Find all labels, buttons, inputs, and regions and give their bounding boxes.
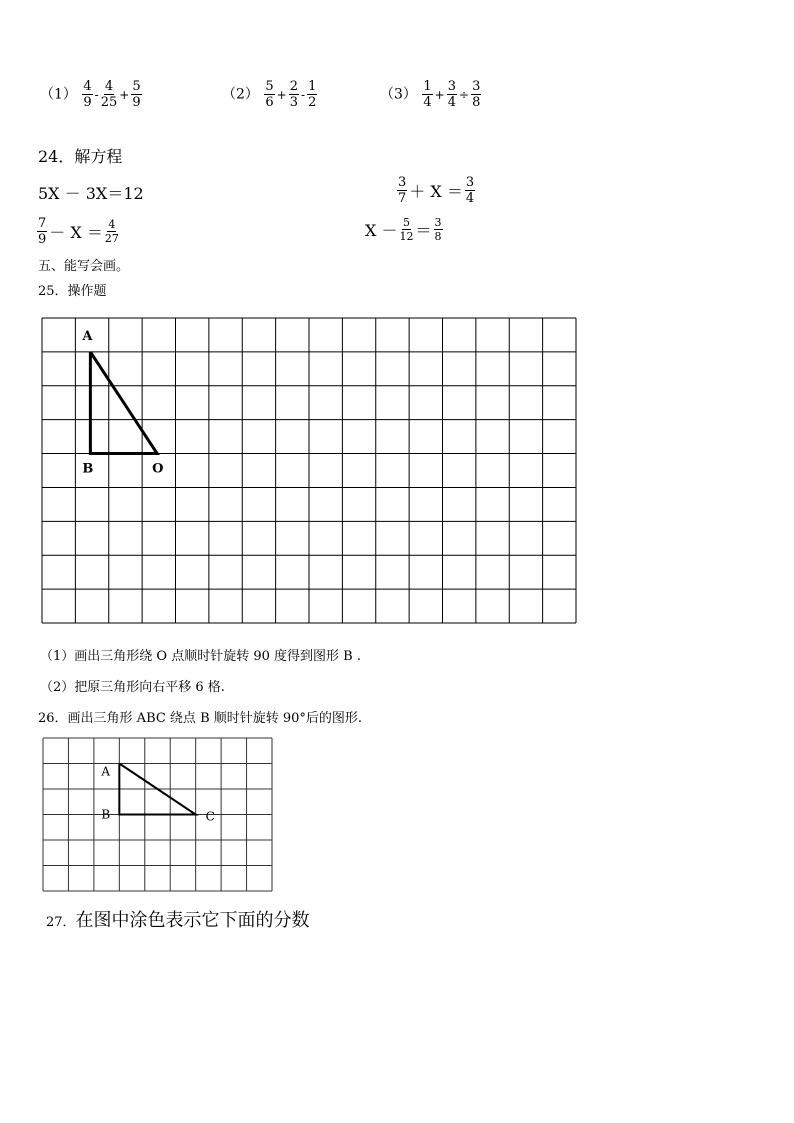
operator: + [276, 87, 287, 102]
operator: + [434, 87, 445, 102]
operator: ÷ [459, 87, 470, 102]
eq4-prefix: X － [365, 221, 398, 240]
q25-title: 25．操作题 [38, 284, 107, 299]
expression-2-label: （2） [222, 86, 259, 103]
fraction: $\frac{3}{4}$ [447, 79, 456, 110]
fraction: $\frac{2}{3}$ [289, 79, 298, 110]
operator: + [119, 87, 130, 102]
eq2-fraction-2: $\frac{3}{4}$ [465, 175, 475, 206]
label-B-26: B [101, 807, 111, 822]
eq4-fraction-2: $\frac{3}{8}$ [434, 216, 442, 243]
q24-title: 24．解方程 [38, 147, 123, 166]
operator: - [301, 87, 306, 102]
expression-3-label: （3） [380, 86, 417, 103]
q27-number: 27． [46, 915, 76, 930]
section-heading: 五、能写会画。 [38, 259, 130, 274]
equation-1: 5X － 3X＝12 [38, 184, 144, 203]
eq4-middle: ＝ [415, 221, 432, 240]
eq3-fraction-2: $\frac{4}{27}$ [104, 218, 119, 245]
label-C-26: C [205, 809, 215, 824]
q25-instruction-2: （2）把原三角形向右平移 6 格. [40, 680, 225, 695]
fraction: $\frac{1}{4}$ [423, 79, 432, 110]
eq2-middle: ＋ X ＝ [409, 182, 463, 201]
grid-25-lines [42, 318, 576, 623]
fraction: $\frac{5}{6}$ [265, 79, 274, 110]
fraction: $\frac{1}{2}$ [308, 79, 317, 110]
fraction: $\frac{4}{9}$ [83, 79, 92, 110]
q25-instruction-1: （1）画出三角形绕 O 点顺时针旋转 90 度得到图形 B . [40, 649, 361, 664]
eq3-middle: － X ＝ [49, 223, 103, 242]
fraction: $\frac{4}{25}$ [100, 79, 118, 110]
eq4-fraction-1: $\frac{5}{12}$ [399, 216, 414, 243]
eq2-fraction-1: $\frac{3}{7}$ [398, 175, 407, 206]
label-A-26: A [101, 764, 111, 779]
expression-1-label: （1） [40, 86, 77, 103]
label-A: A [82, 328, 93, 344]
operator: - [94, 87, 99, 102]
fraction: $\frac{3}{8}$ [472, 79, 481, 110]
q27-title [46, 906, 310, 932]
label-O: O [152, 461, 164, 477]
triangle-25 [90, 352, 157, 454]
fraction: $\frac{5}{9}$ [132, 79, 141, 110]
q26-title: 26．画出三角形 ABC 绕点 B 顺时针旋转 90°后的图形. [38, 711, 363, 726]
label-B: B [82, 461, 94, 477]
eq3-fraction-1: $\frac{7}{9}$ [38, 216, 47, 247]
q27-text: 在图中涂色表示它下面的分数 [75, 910, 310, 931]
